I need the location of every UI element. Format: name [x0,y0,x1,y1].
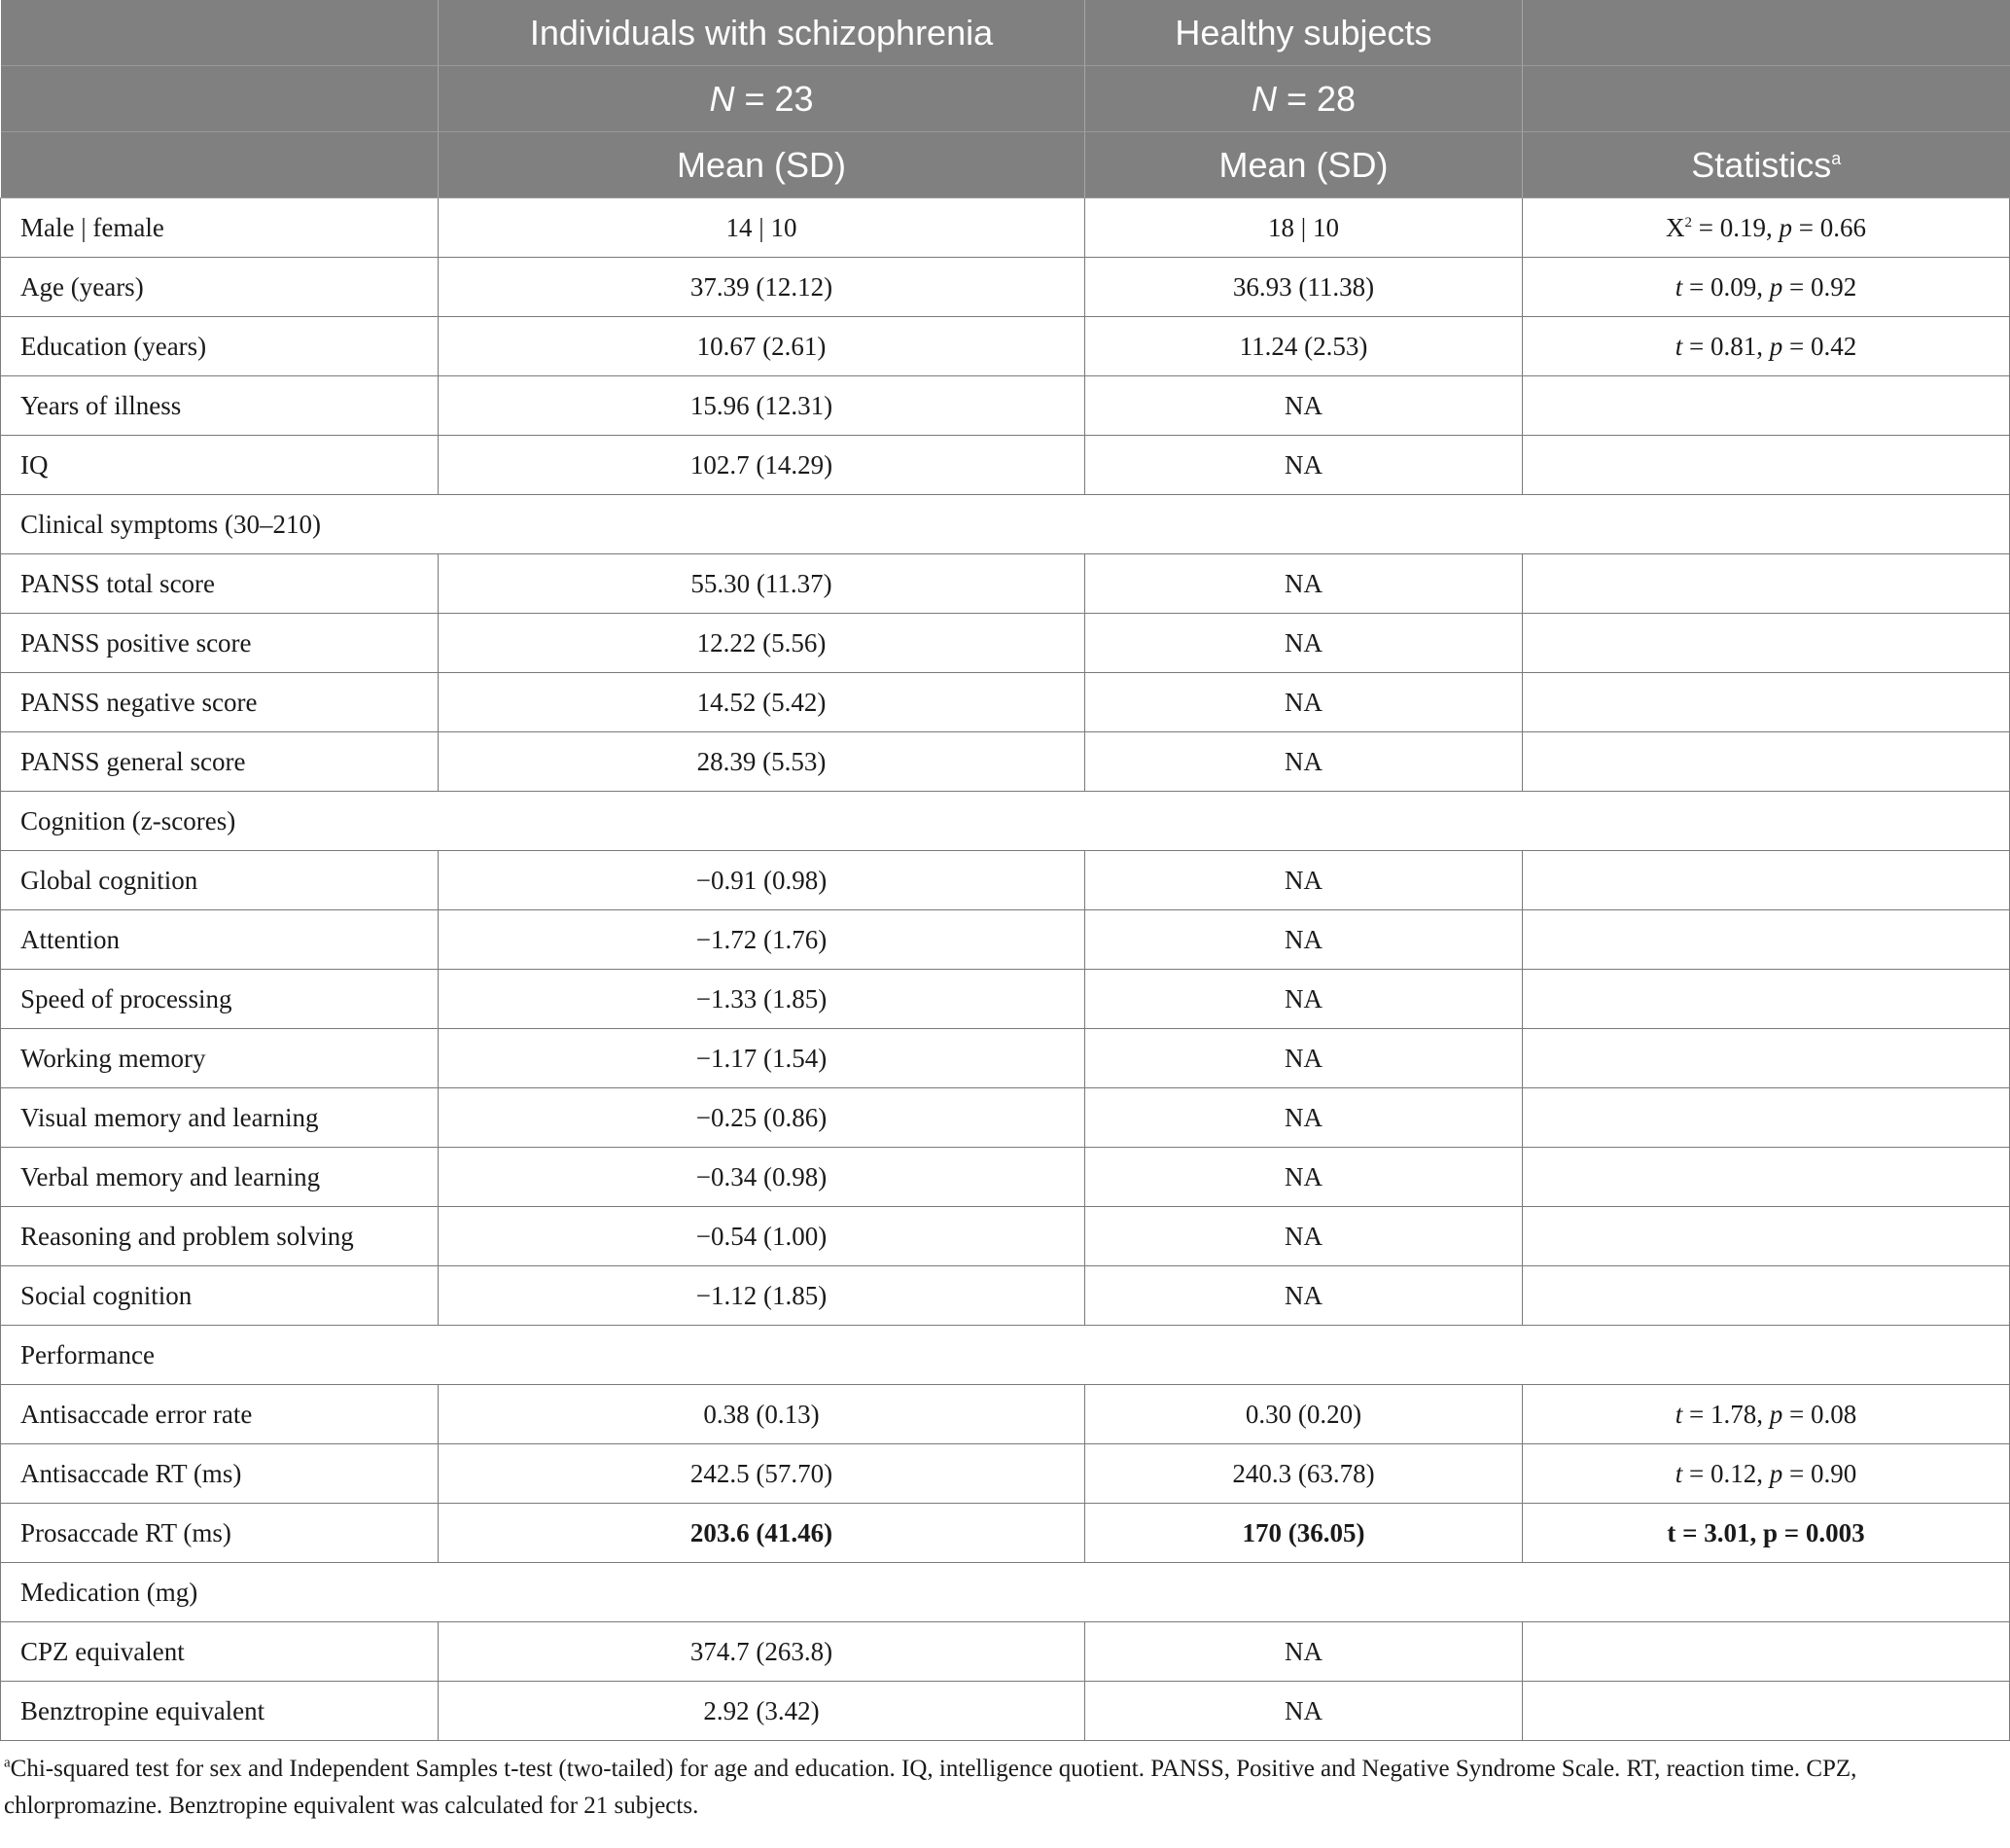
n-symbol: N [1251,78,1277,119]
group1-value: 15.96 (12.31) [439,376,1085,436]
header-mean-sd-1: Mean (SD) [439,132,1085,198]
group1-value: −0.34 (0.98) [439,1148,1085,1207]
stat-value: = 0.12, [1682,1458,1770,1488]
group1-value: 374.7 (263.8) [439,1622,1085,1682]
row-label: CPZ equivalent [1,1622,439,1682]
row-label: Visual memory and learning [1,1088,439,1148]
stat-value: = 1.78, [1682,1399,1770,1429]
table-row [1,614,2010,673]
group1-value: 14 | 10 [439,198,1085,258]
header-group1-n [439,66,1085,132]
stat-p-value: = 0.92 [1782,271,1857,302]
row-label: Reasoning and problem solving [1,1207,439,1266]
statistics-value [1523,614,2010,673]
stat-p-symbol: p [1769,271,1783,302]
row-label: Social cognition [1,1266,439,1326]
row-label: Male | female [1,198,439,258]
statistics-value [1523,1029,2010,1088]
table-row [1,1148,2010,1207]
row-label: Age (years) [1,258,439,317]
row-label: Attention [1,910,439,970]
statistics-label: Statistics [1691,144,1832,185]
row-label: PANSS total score [1,554,439,614]
section-row [1,495,2010,554]
n-symbol: N [709,78,735,119]
header-empty-cell [1,66,439,132]
group2-value: 170 (36.05) [1085,1504,1523,1563]
table-row [1,1029,2010,1088]
statistics-value: t = 3.01, p = 0.003 [1523,1504,2010,1563]
group2-value: NA [1085,1088,1523,1148]
stat-symbol: X [1666,212,1685,242]
group1-value: 242.5 (57.70) [439,1444,1085,1504]
header-row-stats [1,132,2010,198]
group1-value: 0.38 (0.13) [439,1385,1085,1444]
statistics-value [1523,436,2010,495]
statistics-footnote-mark: a [1831,148,1842,168]
row-label: Speed of processing [1,970,439,1029]
row-label: Working memory [1,1029,439,1088]
group2-value: NA [1085,1207,1523,1266]
group2-value: 0.30 (0.20) [1085,1385,1523,1444]
table-row [1,732,2010,792]
stat-p-value: = 0.08 [1782,1399,1857,1429]
table-body [1,198,2010,1741]
row-label: Prosaccade RT (ms) [1,1504,439,1563]
group2-value: NA [1085,1622,1523,1682]
group1-value: 2.92 (3.42) [439,1682,1085,1741]
statistics-value [1523,376,2010,436]
group2-value: NA [1085,910,1523,970]
statistics-value [1523,910,2010,970]
table-row [1,1622,2010,1682]
footnote-text: Chi-squared test for sex and Independent Samples t-test (two-tailed) for age and education. IQ, intelligence quotient. PANSS, Positive and Negative Syndrome Scale. RT, reaction time. CPZ, chlorpromazine. Benztropine equivalent was calculated for 21 subjects. [4,1756,1857,1819]
header-group2-n [1085,66,1523,132]
table-row [1,673,2010,732]
header-empty-cell [1,0,439,66]
section-row [1,792,2010,851]
table-row [1,376,2010,436]
section-label: Medication (mg) [1,1563,2010,1622]
statistics-value [1523,1622,2010,1682]
table-row [1,436,2010,495]
section-label: Cognition (z-scores) [1,792,2010,851]
header-mean-sd-2: Mean (SD) [1085,132,1523,198]
group1-value: −0.91 (0.98) [439,851,1085,910]
group2-value: NA [1085,1682,1523,1741]
statistics-value [1523,970,2010,1029]
table-row [1,1385,2010,1444]
group2-value: NA [1085,1148,1523,1207]
table-footnote [0,1741,2001,1825]
table-row [1,851,2010,910]
stat-p-symbol: p [1779,212,1792,242]
section-row [1,1563,2010,1622]
table-row [1,970,2010,1029]
statistics-value [1523,1385,2010,1444]
table-row [1,1088,2010,1148]
table-header [1,0,2010,198]
group2-value: NA [1085,1029,1523,1088]
group2-value: NA [1085,614,1523,673]
group1-value: −1.72 (1.76) [439,910,1085,970]
header-row-groups [1,0,2010,66]
group1-value: 102.7 (14.29) [439,436,1085,495]
group1-value: −0.25 (0.86) [439,1088,1085,1148]
table-row [1,1207,2010,1266]
group1-value: −1.12 (1.85) [439,1266,1085,1326]
group1-value: −1.33 (1.85) [439,970,1085,1029]
statistics-value [1523,317,2010,376]
group1-value: 14.52 (5.42) [439,673,1085,732]
statistics-value [1523,258,2010,317]
header-row-n [1,66,2010,132]
group2-value: NA [1085,732,1523,792]
row-label: Years of illness [1,376,439,436]
section-row [1,1326,2010,1385]
header-empty-cell [1523,0,2010,66]
header-group1-label: Individuals with schizophrenia [439,0,1085,66]
stat-value: = 0.19, [1692,212,1780,242]
stat-p-symbol: p [1769,1458,1783,1488]
group2-value: 18 | 10 [1085,198,1523,258]
group2-value: NA [1085,554,1523,614]
header-empty-cell [1,132,439,198]
group2-value: NA [1085,436,1523,495]
group2-value: NA [1085,1266,1523,1326]
stat-symbol: t [1675,1399,1683,1429]
stat-value: = 0.81, [1682,331,1770,361]
table-row [1,258,2010,317]
row-label: IQ [1,436,439,495]
row-label: Verbal memory and learning [1,1148,439,1207]
stat-superscript: 2 [1684,214,1693,231]
table-row [1,1444,2010,1504]
stat-value: = 0.09, [1682,271,1770,302]
statistics-value [1523,1682,2010,1741]
group1-value: 10.67 (2.61) [439,317,1085,376]
row-label: Antisaccade RT (ms) [1,1444,439,1504]
statistics-value [1523,1148,2010,1207]
group2-value: NA [1085,673,1523,732]
row-label: Global cognition [1,851,439,910]
header-statistics [1523,132,2010,198]
footnote-mark: a [4,1755,11,1771]
statistics-value [1523,198,2010,258]
table-row [1,554,2010,614]
section-label: Clinical symptoms (30–210) [1,495,2010,554]
group2-value: 36.93 (11.38) [1085,258,1523,317]
n-value: = 28 [1276,78,1357,119]
stat-symbol: t [1675,331,1683,361]
table-row [1,317,2010,376]
table-row [1,910,2010,970]
stat-p-value: = 0.90 [1782,1458,1857,1488]
group1-value: −0.54 (1.00) [439,1207,1085,1266]
statistics-value [1523,1444,2010,1504]
statistics-value [1523,851,2010,910]
stat-p-symbol: p [1769,331,1783,361]
group2-value: NA [1085,851,1523,910]
statistics-value [1523,1266,2010,1326]
stat-symbol: t [1675,1458,1683,1488]
stat-p-symbol: p [1769,1399,1783,1429]
table-row-significant [1,1504,2010,1563]
group2-value: 11.24 (2.53) [1085,317,1523,376]
statistics-value [1523,554,2010,614]
n-value: = 23 [734,78,814,119]
statistics-value [1523,1088,2010,1148]
header-empty-cell [1523,66,2010,132]
stat-p-value: = 0.42 [1782,331,1857,361]
row-label: Education (years) [1,317,439,376]
stat-p-value: = 0.66 [1792,212,1866,242]
group1-value: 55.30 (11.37) [439,554,1085,614]
group2-value: NA [1085,376,1523,436]
table-row [1,198,2010,258]
row-label: Benztropine equivalent [1,1682,439,1741]
group2-value: NA [1085,970,1523,1029]
group2-value: 240.3 (63.78) [1085,1444,1523,1504]
row-label: Antisaccade error rate [1,1385,439,1444]
table-row [1,1266,2010,1326]
group1-value: −1.17 (1.54) [439,1029,1085,1088]
group1-value: 203.6 (41.46) [439,1504,1085,1563]
statistics-value [1523,673,2010,732]
table-row [1,1682,2010,1741]
statistics-value [1523,1207,2010,1266]
group1-value: 28.39 (5.53) [439,732,1085,792]
header-group2-label: Healthy subjects [1085,0,1523,66]
row-label: PANSS general score [1,732,439,792]
stat-symbol: t [1675,271,1683,302]
section-label: Performance [1,1326,2010,1385]
row-label: PANSS positive score [1,614,439,673]
row-label: PANSS negative score [1,673,439,732]
group1-value: 12.22 (5.56) [439,614,1085,673]
group1-value: 37.39 (12.12) [439,258,1085,317]
statistics-value [1523,732,2010,792]
